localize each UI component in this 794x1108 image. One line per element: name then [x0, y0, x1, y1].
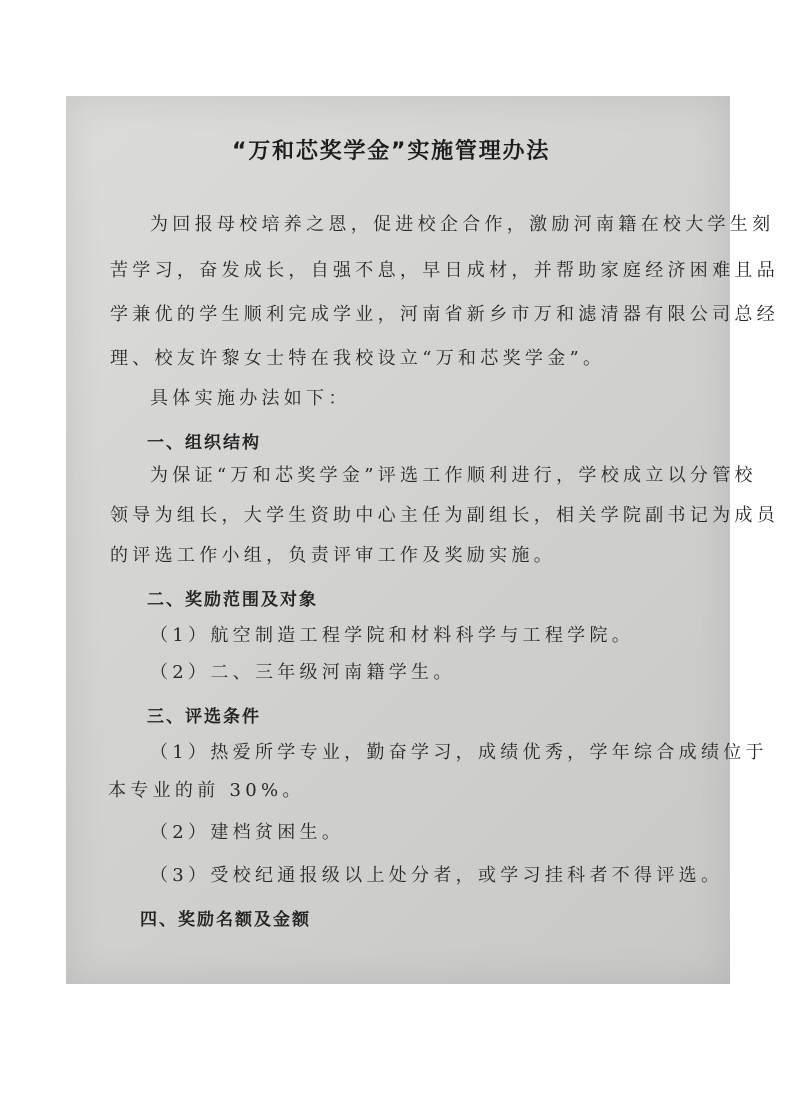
intro-line: 苦学习，奋发成长，自强不息，早日成材，并帮助家庭经济困难且品 [110, 260, 779, 281]
body-line: （2）二、三年级河南籍学生。 [150, 662, 456, 683]
intro-line: 具体实施办法如下： [150, 388, 351, 409]
intro-line: 理、校友许黎女士特在我校设立“万和芯奖学金”。 [110, 348, 606, 369]
body-line: 的评选工作小组，负责评审工作及奖励实施。 [110, 545, 556, 566]
section-heading: 四、奖励名额及金额 [140, 910, 311, 930]
intro-line: 学兼优的学生顺利完成学业，河南省新乡市万和滤清器有限公司总经 [110, 304, 779, 325]
body-line: （1）热爱所学专业，勤奋学习，成绩优秀，学年综合成绩位于 [150, 742, 768, 763]
body-line: （1）航空制造工程学院和材料科学与工程学院。 [150, 625, 635, 646]
intro-line: 为回报母校培养之恩，促进校企合作，激励河南籍在校大学生刻 [150, 214, 775, 235]
document-title: “万和芯奖学金”实施管理办法 [232, 139, 551, 164]
section-heading: 二、奖励范围及对象 [147, 590, 318, 610]
section-heading: 一、组织结构 [147, 433, 261, 453]
body-line: 为保证“万和芯奖学金”评选工作顺利进行，学校成立以分管校 [150, 465, 757, 486]
body-line: （3）受校纪通报级以上处分者，或学习挂科者不得评选。 [150, 865, 724, 886]
body-line: （2）建档贫困生。 [150, 822, 345, 843]
body-line: 领导为组长，大学生资助中心主任为副组长，相关学院副书记为成员 [110, 505, 779, 526]
body-line: 本专业的前 30%。 [108, 780, 305, 801]
section-heading: 三、评选条件 [147, 707, 261, 727]
